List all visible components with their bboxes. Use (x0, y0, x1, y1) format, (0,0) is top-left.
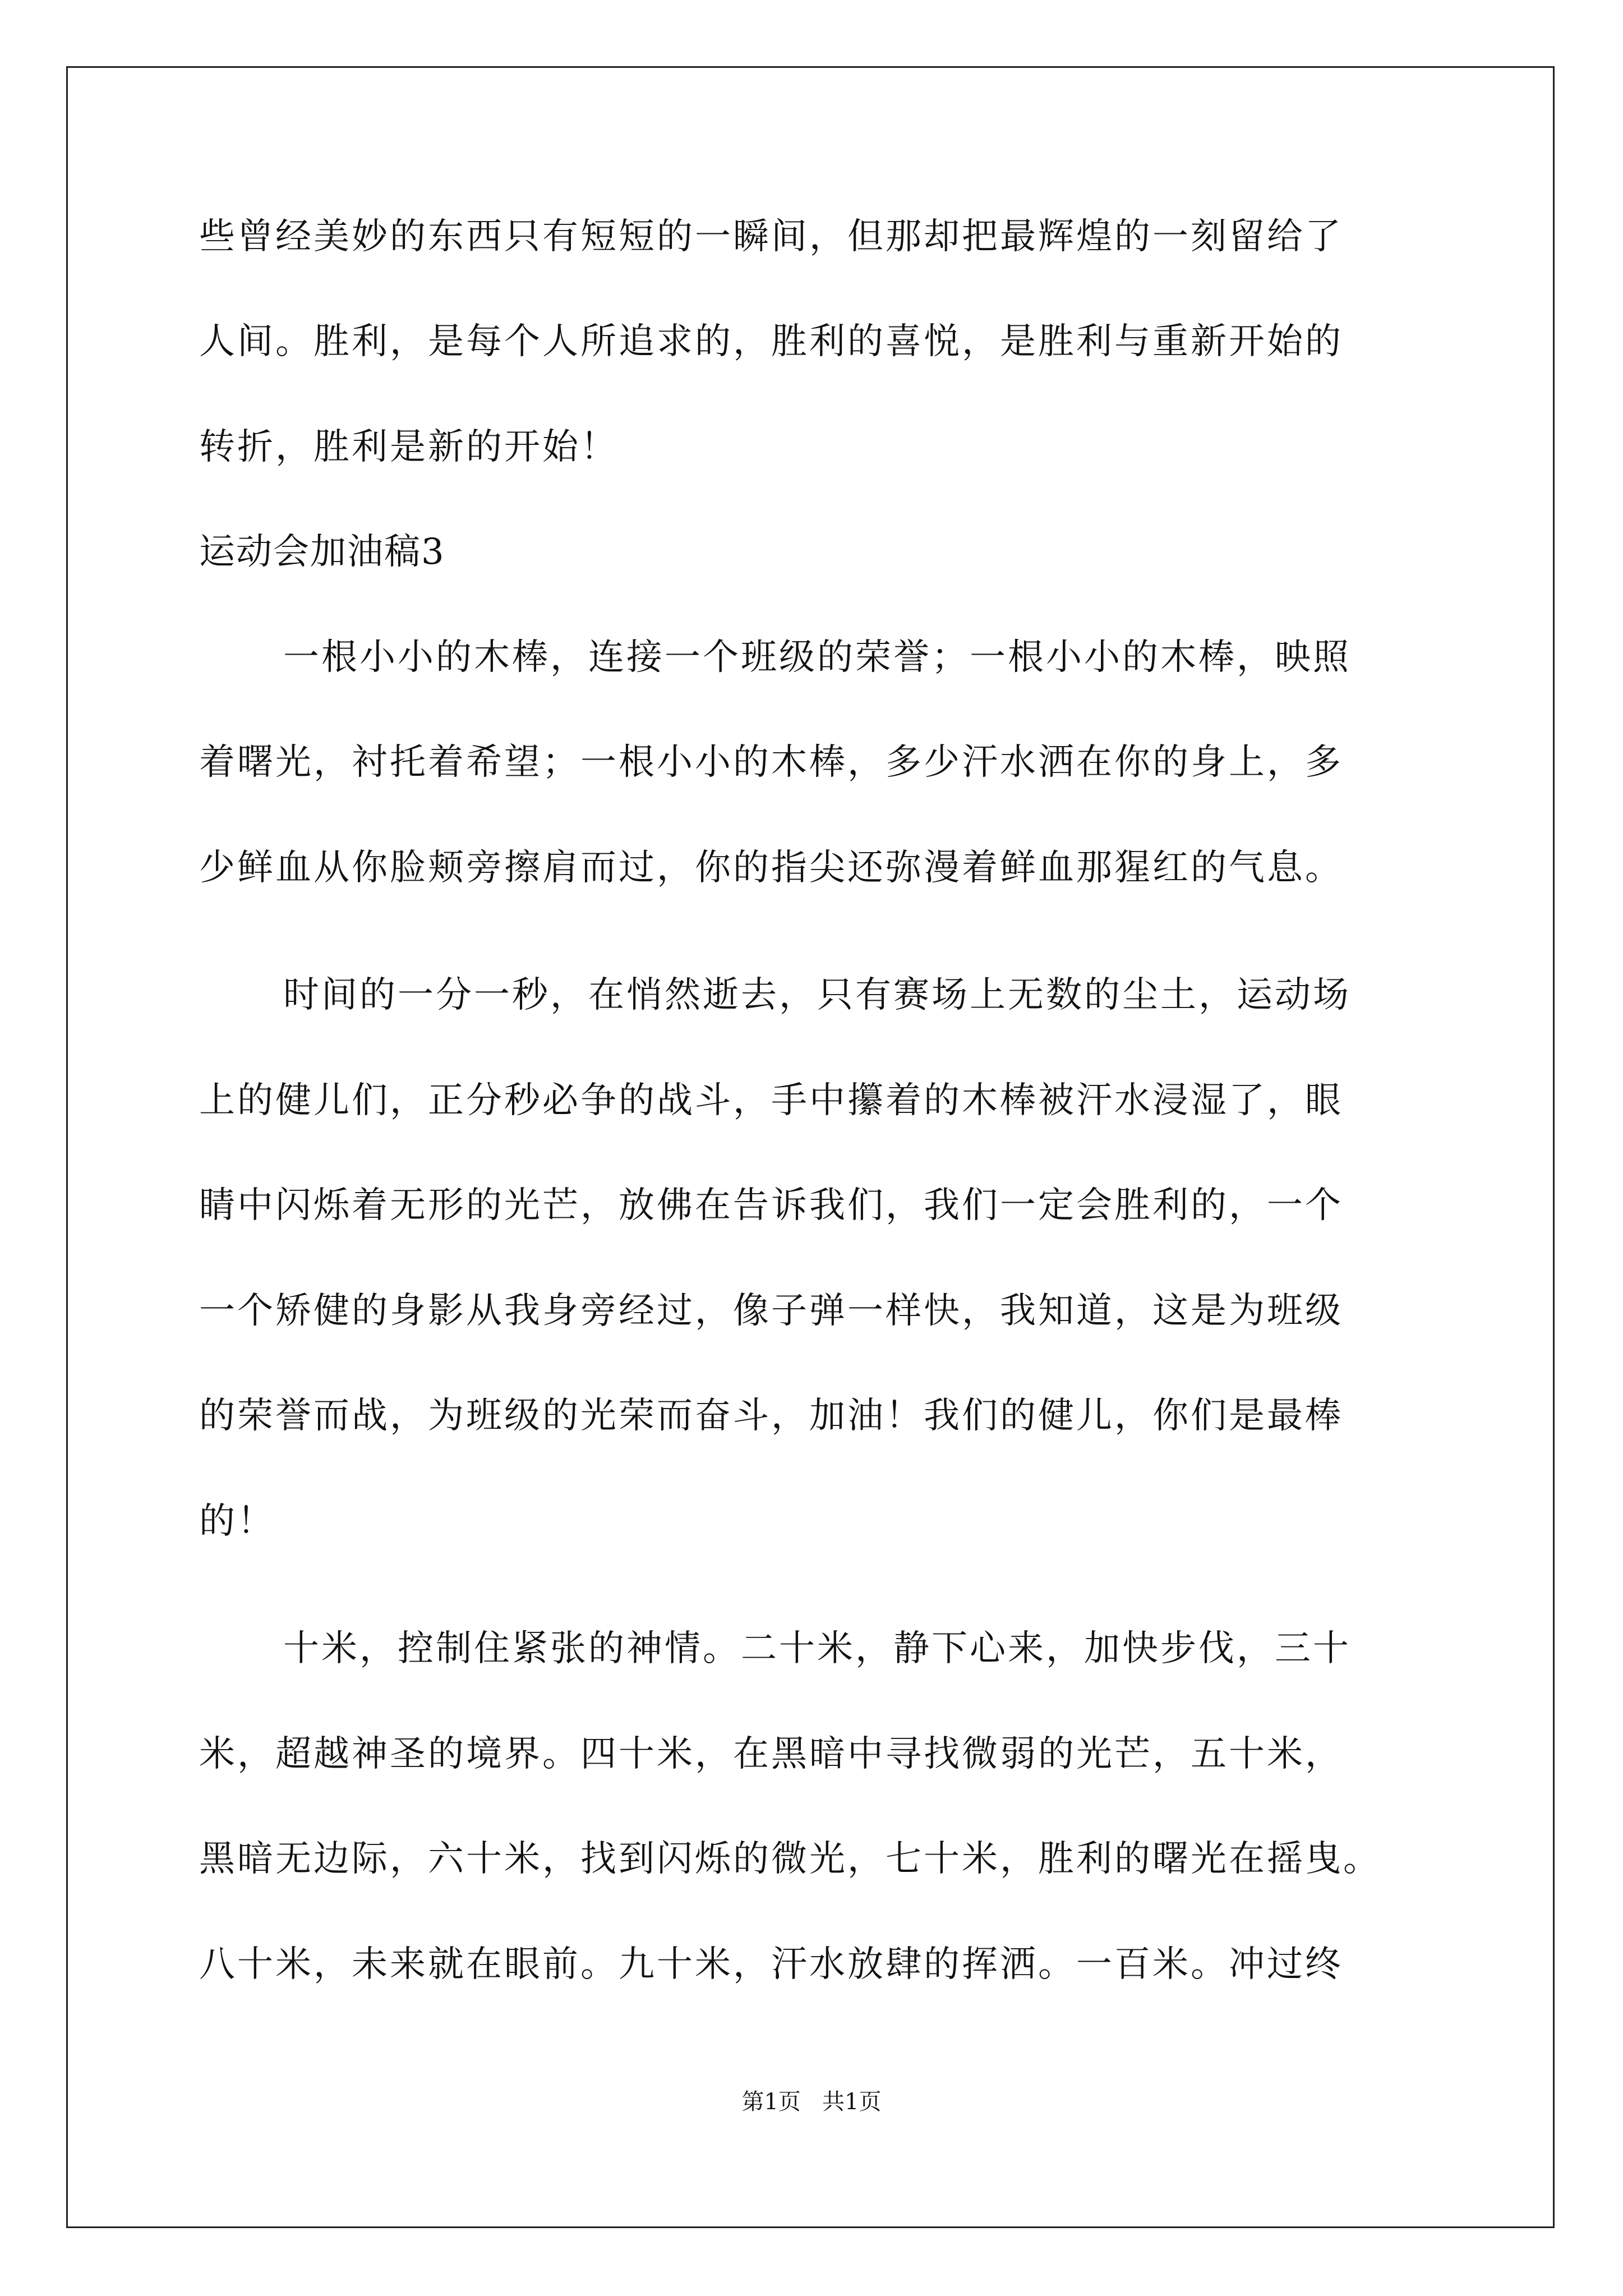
page-footer: 第1页 共1页 (741, 2089, 882, 2115)
paragraph-line: 的荣誉而战，为班级的光荣而奋斗，加油！我们的健儿，你们是最棒 (199, 1395, 1343, 1437)
paragraph-line: 转折，胜利是新的开始！ (199, 426, 619, 468)
paragraph-line: 一根小小的木棒，连接一个班级的荣誉；一根小小的木棒，映照 (283, 637, 1351, 678)
section-heading: 运动会加油稿3 (199, 531, 445, 573)
paragraph-line: 睛中闪烁着无形的光芒，放佛在告诉我们，我们一定会胜利的，一个 (199, 1185, 1343, 1226)
paragraph-line: 上的健儿们，正分秒必争的战斗，手中攥着的木棒被汗水浸湿了，眼 (199, 1080, 1343, 1121)
paragraph-line: 着曙光，衬托着希望；一根小小的木棒，多少汗水洒在你的身上，多 (199, 742, 1343, 783)
paragraph-line: 少鲜血从你脸颊旁擦肩而过，你的指尖还弥漫着鲜血那猩红的气息。 (199, 847, 1343, 889)
paragraph-line: 一个矫健的身影从我身旁经过，像子弹一样快，我知道，这是为班级 (199, 1290, 1343, 1332)
paragraph-line: 米，超越神圣的境界。四十米，在黑暗中寻找微弱的光芒，五十米， (199, 1733, 1343, 1775)
paragraph-line: 些曾经美妙的东西只有短短的一瞬间，但那却把最辉煌的一刻留给了 (199, 216, 1343, 257)
paragraph-line: 十米，控制住紧张的神情。二十米，静下心来，加快步伐，三十 (283, 1628, 1351, 1669)
paragraph-line: 八十米，未来就在眼前。九十米，汗水放肆的挥洒。一百米。冲过终 (199, 1944, 1343, 1985)
paragraph-line: 时间的一分一秒，在悄然逝去，只有赛场上无数的尘土，运动场 (283, 974, 1351, 1016)
paragraph-line: 黑暗无边际，六十米，找到闪烁的微光，七十米，胜利的曙光在摇曳。 (199, 1838, 1381, 1880)
paragraph-line: 的！ (199, 1501, 275, 1542)
paragraph-line: 人间。胜利，是每个人所追求的，胜利的喜悦，是胜利与重新开始的 (199, 321, 1343, 362)
page-border (66, 66, 1555, 2228)
